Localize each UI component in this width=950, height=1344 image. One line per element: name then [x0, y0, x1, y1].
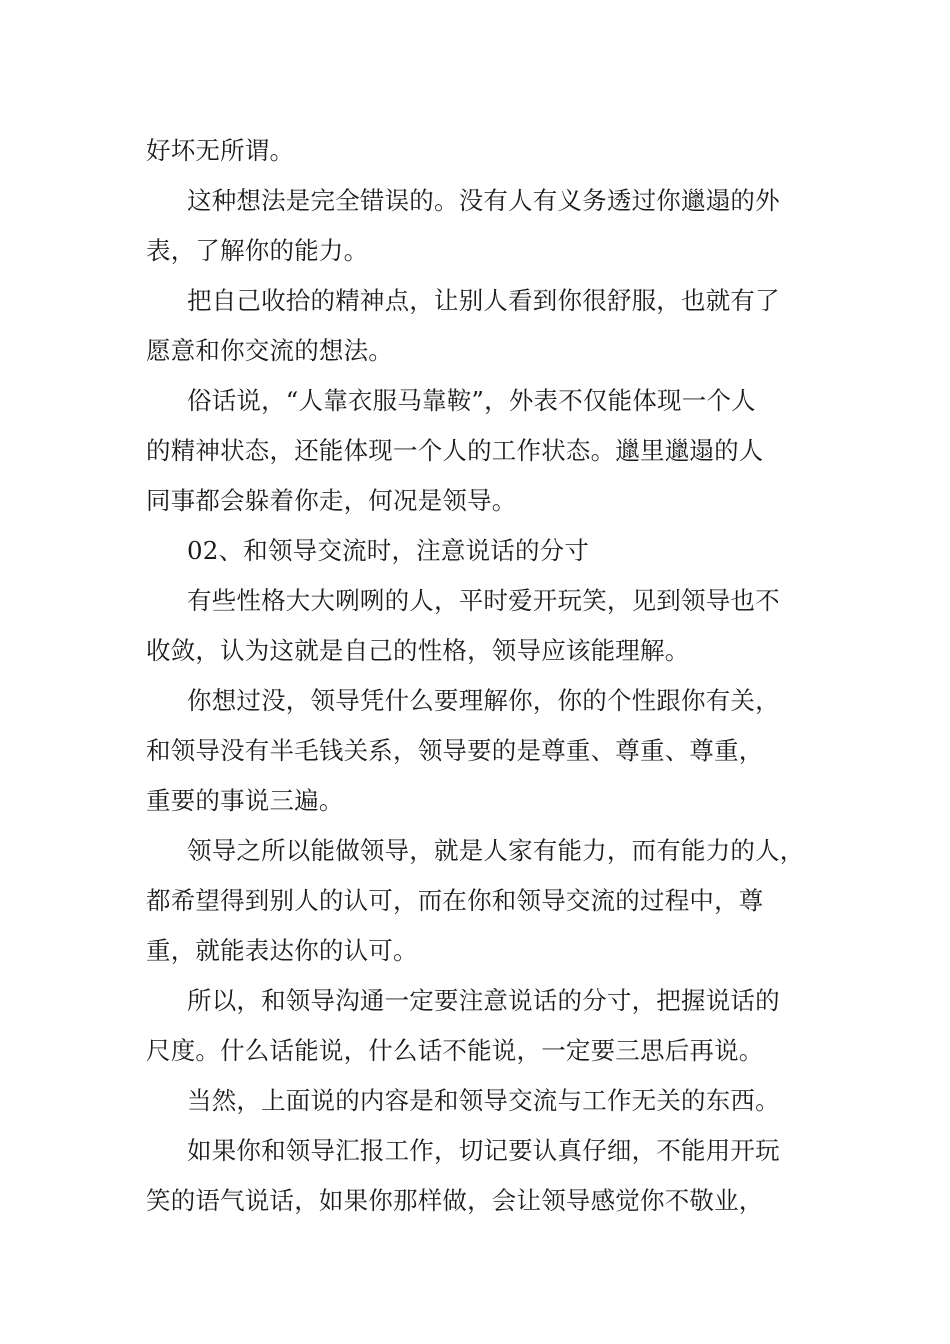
text-line: 把自己收拾的精神点，让别人看到你很舒服，也就有了 — [187, 286, 780, 315]
text-line: 重要的事说三遍。 — [146, 786, 344, 815]
text-line: 领导之所以能做领导，就是人家有能力，而有能力的人， — [187, 836, 805, 865]
text-line: 收敛，认为这就是自己的性格，领导应该能理解。 — [146, 636, 690, 665]
text-line: 当然，上面说的内容是和领导交流与工作无关的东西。 — [187, 1086, 780, 1115]
text-line: 的精神状态，还能体现一个人的工作状态。邋里邋遢的人 — [146, 436, 764, 465]
text-line: 所以，和领导沟通一定要注意说话的分寸，把握说话的 — [187, 986, 780, 1015]
text-line: 重，就能表达你的认可。 — [146, 936, 418, 965]
text-line: 这种想法是完全错误的。没有人有义务透过你邋遢的外 — [187, 186, 780, 215]
text-line: 和领导没有半毛钱关系，领导要的是尊重、尊重、尊重， — [146, 736, 764, 765]
text-line: 表，了解你的能力。 — [146, 236, 369, 265]
text-line: 俗话说，“人靠衣服马靠鞍”，外表不仅能体现一个人 — [187, 386, 756, 415]
text-line: 同事都会躲着你走，何况是领导。 — [146, 486, 517, 515]
text-line: 尺度。什么话能说，什么话不能说，一定要三思后再说。 — [146, 1036, 764, 1065]
text-line: 都希望得到别人的认可，而在你和领导交流的过程中，尊 — [146, 886, 764, 915]
text-line: 好坏无所谓。 — [146, 136, 295, 165]
text-line: 如果你和领导汇报工作，切记要认真仔细，不能用开玩 — [187, 1136, 780, 1165]
text-line: 你想过没，领导凭什么要理解你，你的个性跟你有关， — [187, 686, 780, 715]
section-heading: 02、和领导交流时，注意说话的分寸 — [187, 536, 590, 565]
text-line: 有些性格大大咧咧的人，平时爱开玩笑，见到领导也不 — [187, 586, 780, 615]
text-line: 笑的语气说话，如果你那样做，会让领导感觉你不敬业， — [146, 1186, 764, 1215]
body-text — [146, 126, 826, 1226]
text-line: 愿意和你交流的想法。 — [146, 336, 393, 365]
